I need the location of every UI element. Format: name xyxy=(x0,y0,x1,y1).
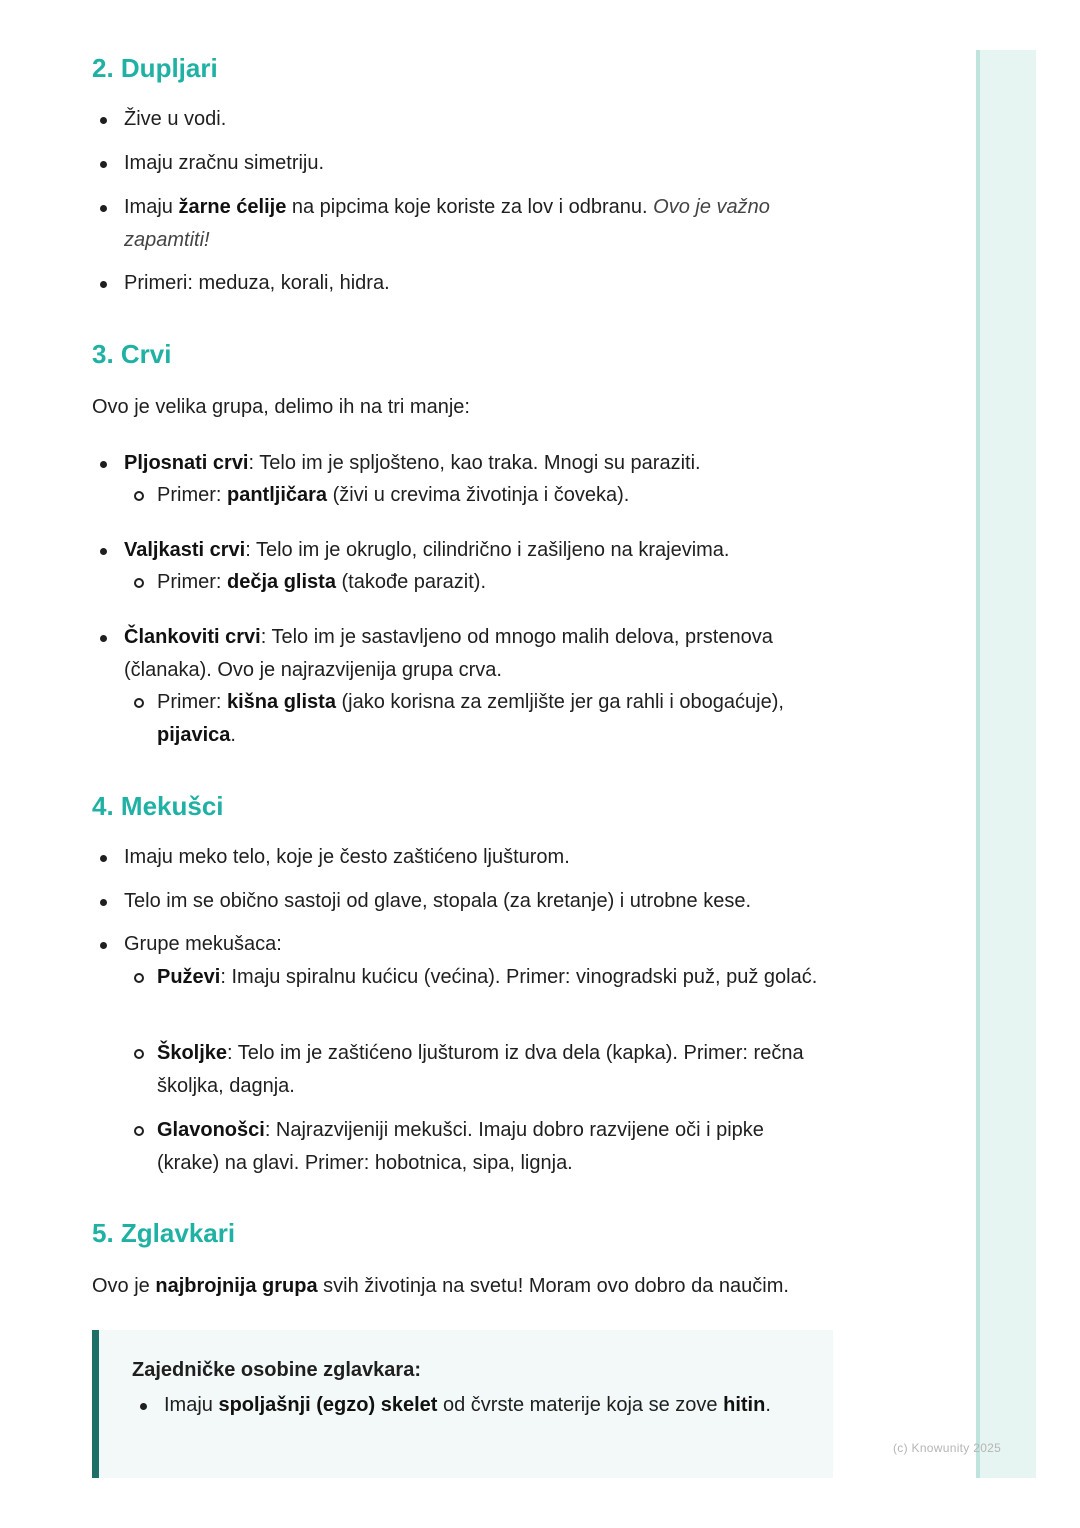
sub-list-item xyxy=(157,566,827,599)
group-name: Pljosnati crvi xyxy=(124,452,249,474)
list-item xyxy=(124,447,814,480)
key-term: hitin xyxy=(723,1394,766,1416)
list-item xyxy=(124,534,814,567)
text: Imaju xyxy=(164,1394,219,1416)
section-title-zglavkari: 5. Zglavkari xyxy=(92,1218,236,1248)
group-name: Školjke xyxy=(157,1042,228,1064)
list-item: Primeri: meduza, korali, hidra. xyxy=(124,267,814,300)
text: Ovo je xyxy=(92,1275,156,1297)
group-name: Valjkasti crvi xyxy=(124,539,246,561)
section-title-crvi: 3. Crvi xyxy=(92,339,172,369)
text: . xyxy=(230,724,236,746)
list-item: Imaju meko telo, koje je često zaštićeno ljušturom. xyxy=(124,841,814,874)
text: Imaju xyxy=(124,196,179,218)
list-item: Grupe mekušaca: xyxy=(124,928,814,961)
sub-list-item xyxy=(157,1037,827,1103)
sub-list-item xyxy=(157,1114,827,1180)
intro-paragraph xyxy=(92,1270,852,1303)
callout-box xyxy=(92,1330,833,1478)
list-item: Telo im se obično sastoji od glave, stopala (za kretanje) i utrobne kese. xyxy=(124,885,814,918)
watermark: (c) Knowunity 2025 xyxy=(893,1441,1002,1455)
text: : Imaju spiralnu kućicu (većina). Primer: vinogradski puž, puž golać. xyxy=(220,966,818,988)
key-term: žarne ćelije xyxy=(178,196,287,218)
text: (takođe parazit). xyxy=(335,571,487,593)
list-item xyxy=(124,191,814,257)
text: : Najrazvijeniji mekušci. Imaju dobro razvijene oči i pipke (krake) na glavi. Primer: hobotnica, sipa, lignja. xyxy=(157,1119,764,1174)
key-term: kišna glista xyxy=(227,691,336,713)
text: (jako korisna za zemljište jer ga rahli i obogaćuje), xyxy=(335,691,784,713)
text: : Telo im je sastavljeno od mnogo malih delova, prstenova (članaka). Ovo je najrazvijenija grupa crva. xyxy=(124,626,773,681)
key-term: pijavica xyxy=(157,724,231,746)
text: Primer: xyxy=(157,484,227,506)
sub-list-item xyxy=(157,961,827,994)
text: (živi u crevima životinja i čoveka). xyxy=(327,484,630,506)
key-term: najbrojnija grupa xyxy=(155,1275,318,1297)
text: Primer: xyxy=(157,571,227,593)
text: : Telo im je spljošteno, kao traka. Mnogi su paraziti. xyxy=(248,452,701,474)
key-term: spoljašnji (egzo) skelet xyxy=(218,1394,438,1416)
callout-title: Zajedničke osobine zglavkara: xyxy=(132,1359,421,1381)
text: od čvrste materije koja se zove xyxy=(437,1394,724,1416)
text: : Telo im je zaštićeno ljušturom iz dva dela (kapka). Primer: rečna školjka, dagnja. xyxy=(157,1042,804,1097)
section-title-dupljari: 2. Dupljari xyxy=(92,53,218,83)
note: Ovo je važno zapamtiti! xyxy=(124,196,770,251)
group-name: Puževi xyxy=(157,966,221,988)
text: . xyxy=(765,1394,771,1416)
text: : Telo im je okruglo, cilindrično i zašiljeno na krajevima. xyxy=(245,539,730,561)
list-item: Imaju zračnu simetriju. xyxy=(124,147,814,180)
key-term: pantljičara xyxy=(227,484,328,506)
key-term: dečja glista xyxy=(227,571,336,593)
group-name: Glavonošci xyxy=(157,1119,265,1141)
sub-list-item xyxy=(157,686,827,752)
text: svih životinja na svetu! Moram ovo dobro da naučim. xyxy=(317,1275,789,1297)
intro-paragraph: Ovo je velika grupa, delimo ih na tri manje: xyxy=(92,396,470,418)
section-title-mekusci: 4. Mekušci xyxy=(92,791,224,821)
text: na pipcima koje koriste za lov i odbranu. xyxy=(286,196,654,218)
list-item: Žive u vodi. xyxy=(124,103,814,136)
list-item xyxy=(124,621,814,687)
list-item xyxy=(164,1389,784,1422)
text: Primer: xyxy=(157,691,227,713)
side-panel xyxy=(976,50,1036,1478)
sub-list-item xyxy=(157,479,827,512)
group-name: Člankoviti crvi xyxy=(124,626,261,648)
